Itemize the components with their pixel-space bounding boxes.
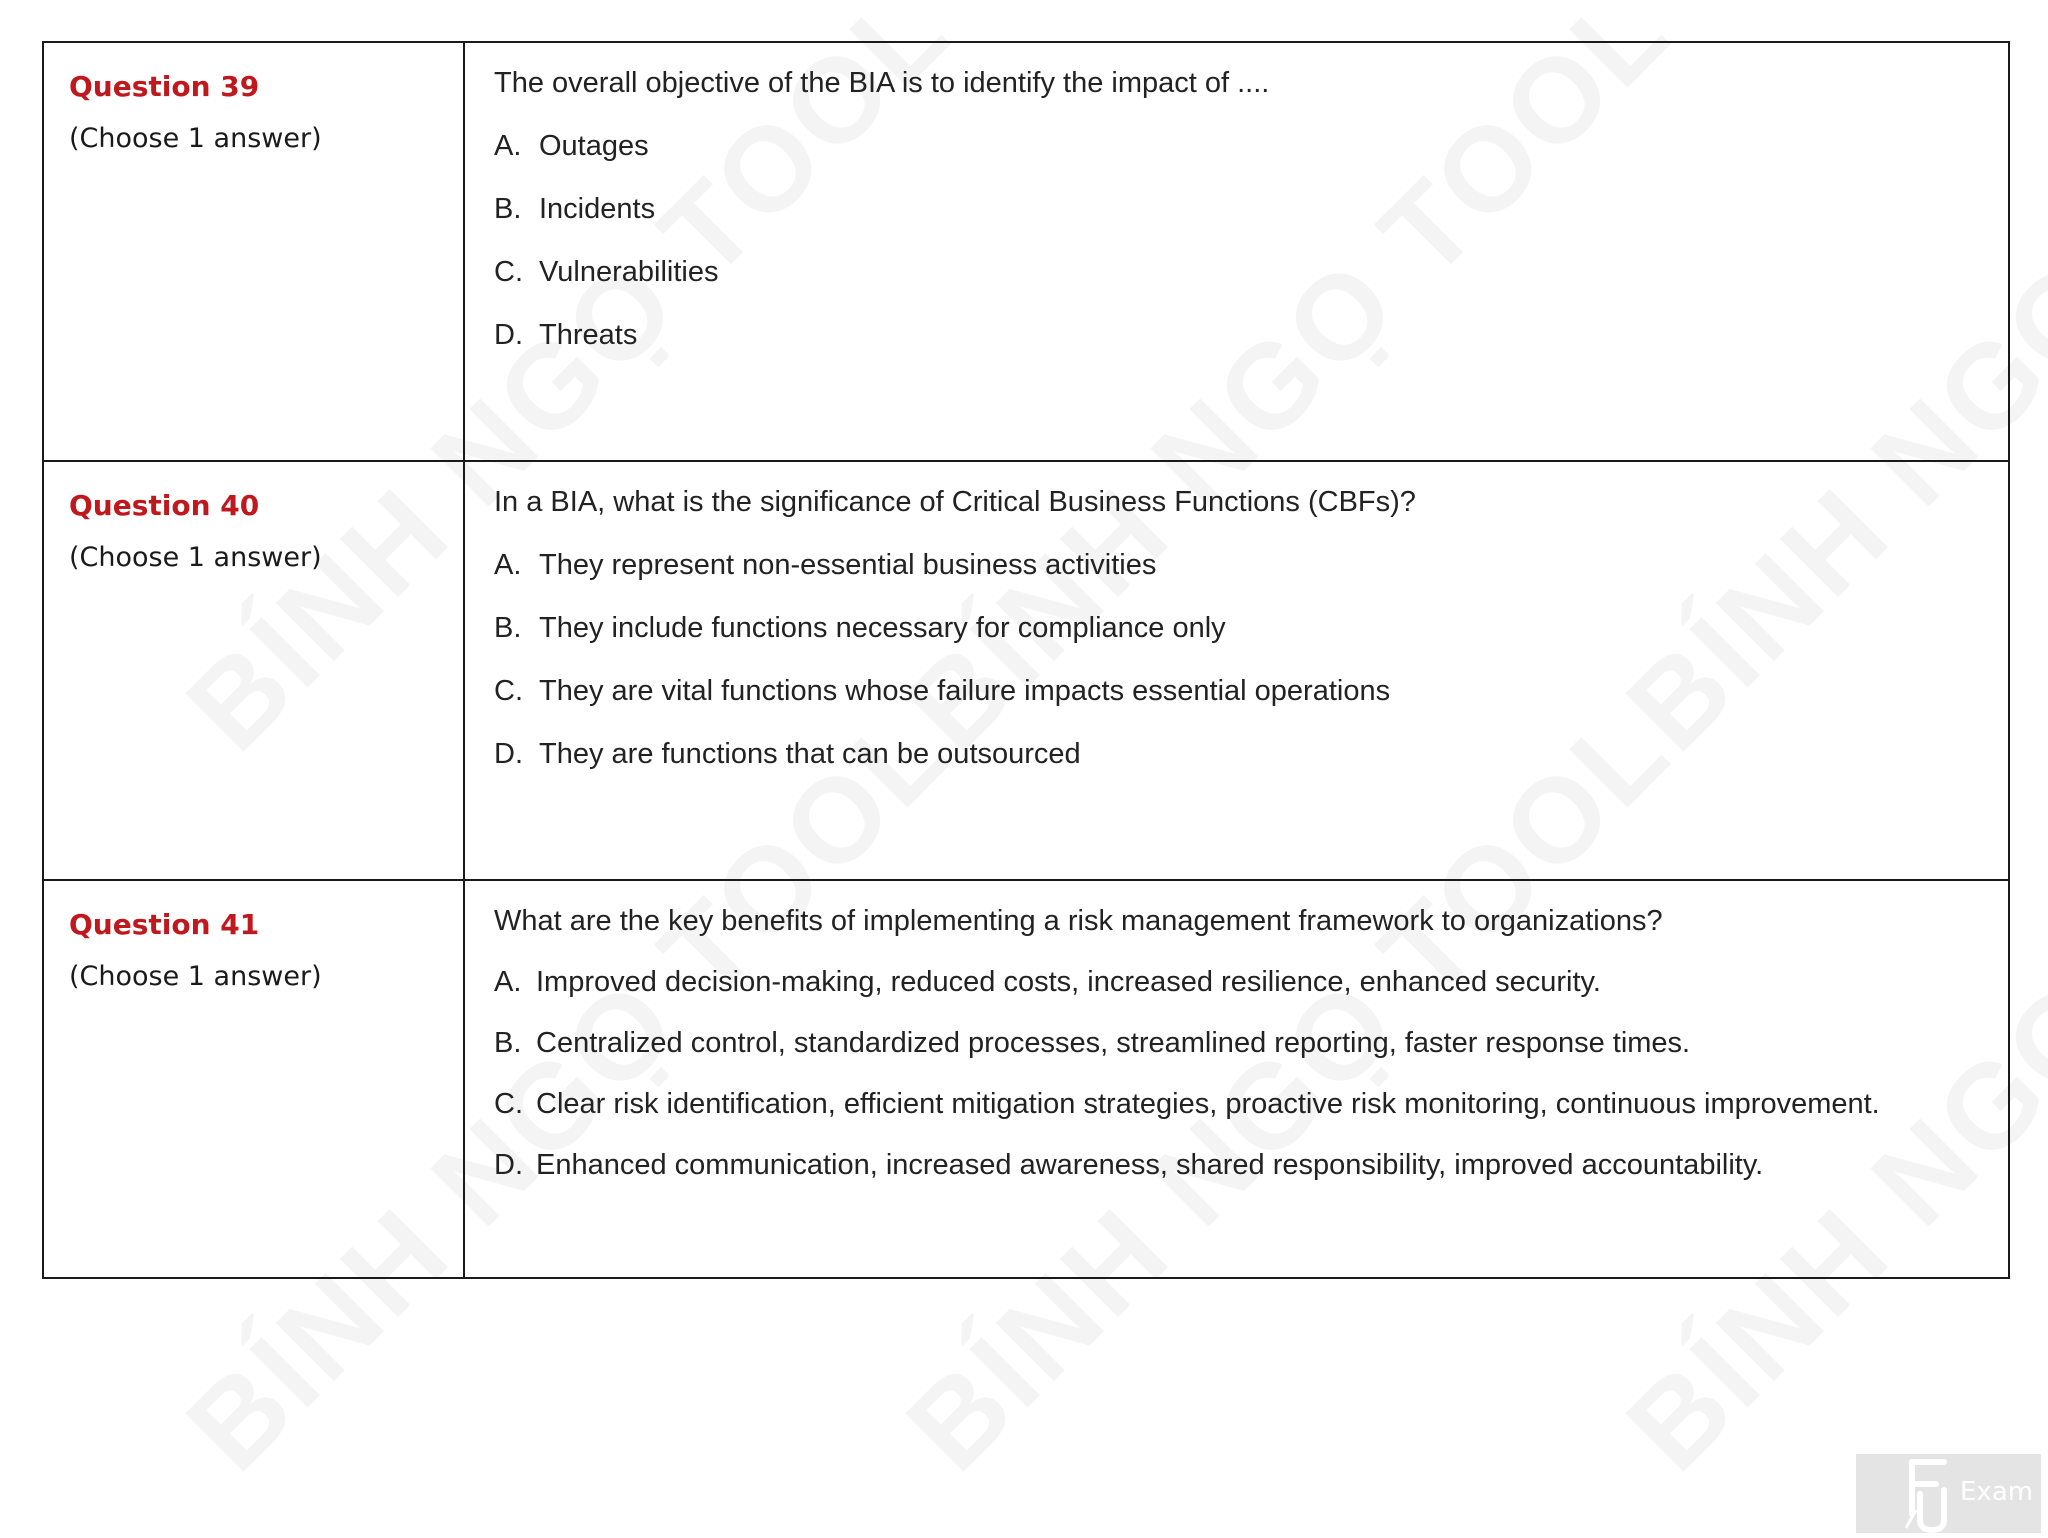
answer-option-c[interactable]: [494, 1090, 2008, 1119]
option-text: They are functions that can be outsourced: [539, 738, 1081, 770]
option-letter: D.: [494, 1149, 523, 1181]
svg-text:Exam: Exam: [1960, 1477, 2034, 1507]
option-text: Vulnerabilities: [539, 256, 719, 288]
question-row: [43, 461, 2009, 880]
answer-option-b[interactable]: [494, 195, 2008, 224]
question-header-cell: [43, 880, 464, 1278]
option-letter: C.: [494, 256, 523, 288]
question-number: Question 39: [69, 70, 260, 103]
question-text: What are the key benefits of implementing a risk management framework to organizations?: [494, 905, 1663, 937]
option-text: Clear risk identification, efficient mitigation strategies, proactive risk monitoring, continuous improvement.: [536, 1088, 1880, 1120]
answer-option-c[interactable]: [494, 677, 2008, 706]
option-letter: D.: [494, 738, 523, 770]
option-text: Enhanced communication, increased awareness, shared responsibility, improved accountability.: [536, 1149, 1764, 1181]
question-instruction: (Choose 1 answer): [69, 542, 322, 573]
option-text: They are vital functions whose failure impacts essential operations: [539, 675, 1391, 707]
fu-exam-logo: [1856, 1454, 2041, 1533]
answer-option-b[interactable]: [494, 614, 2008, 643]
answer-option-a[interactable]: [494, 968, 2008, 997]
question-row: [43, 42, 2009, 461]
answer-option-d[interactable]: [494, 1151, 2008, 1180]
option-letter: B.: [494, 193, 522, 225]
option-letter: C.: [494, 1088, 523, 1120]
option-letter: D.: [494, 319, 523, 351]
question-header-cell: [43, 461, 464, 880]
option-text: They represent non-essential business activities: [539, 549, 1157, 581]
option-letter: A.: [494, 966, 522, 998]
option-text: Incidents: [539, 193, 656, 225]
option-letter: C.: [494, 675, 523, 707]
option-letter: A.: [494, 549, 522, 581]
question-instruction: (Choose 1 answer): [69, 123, 322, 154]
answer-option-d[interactable]: [494, 740, 2008, 769]
question-body-cell: [464, 880, 2009, 1278]
questions-table: [42, 41, 2010, 1279]
question-text: The overall objective of the BIA is to identify the impact of ....: [494, 67, 1270, 99]
answer-option-a[interactable]: [494, 132, 2008, 161]
option-text: Improved decision-making, reduced costs, increased resilience, enhanced security.: [536, 966, 1601, 998]
answer-option-d[interactable]: [494, 321, 2008, 350]
question-body-cell: [464, 42, 2009, 461]
answer-option-b[interactable]: [494, 1029, 2008, 1058]
question-body-cell: [464, 461, 2009, 880]
option-letter: B.: [494, 612, 522, 644]
option-letter: B.: [494, 1027, 522, 1059]
question-number: Question 41: [69, 908, 260, 941]
option-text: They include functions necessary for compliance only: [539, 612, 1226, 644]
question-number: Question 40: [69, 489, 260, 522]
option-text: Centralized control, standardized processes, streamlined reporting, faster response times.: [536, 1027, 1691, 1059]
question-header-cell: [43, 42, 464, 461]
question-row: [43, 880, 2009, 1278]
answer-option-c[interactable]: [494, 258, 2008, 287]
option-text: Outages: [539, 130, 649, 162]
question-instruction: (Choose 1 answer): [69, 961, 322, 992]
fu-exam-logo-icon: [1856, 1454, 2041, 1533]
option-letter: A.: [494, 130, 522, 162]
question-text: In a BIA, what is the significance of Critical Business Functions (CBFs)?: [494, 486, 1416, 518]
answer-option-a[interactable]: [494, 551, 2008, 580]
option-text: Threats: [539, 319, 638, 351]
